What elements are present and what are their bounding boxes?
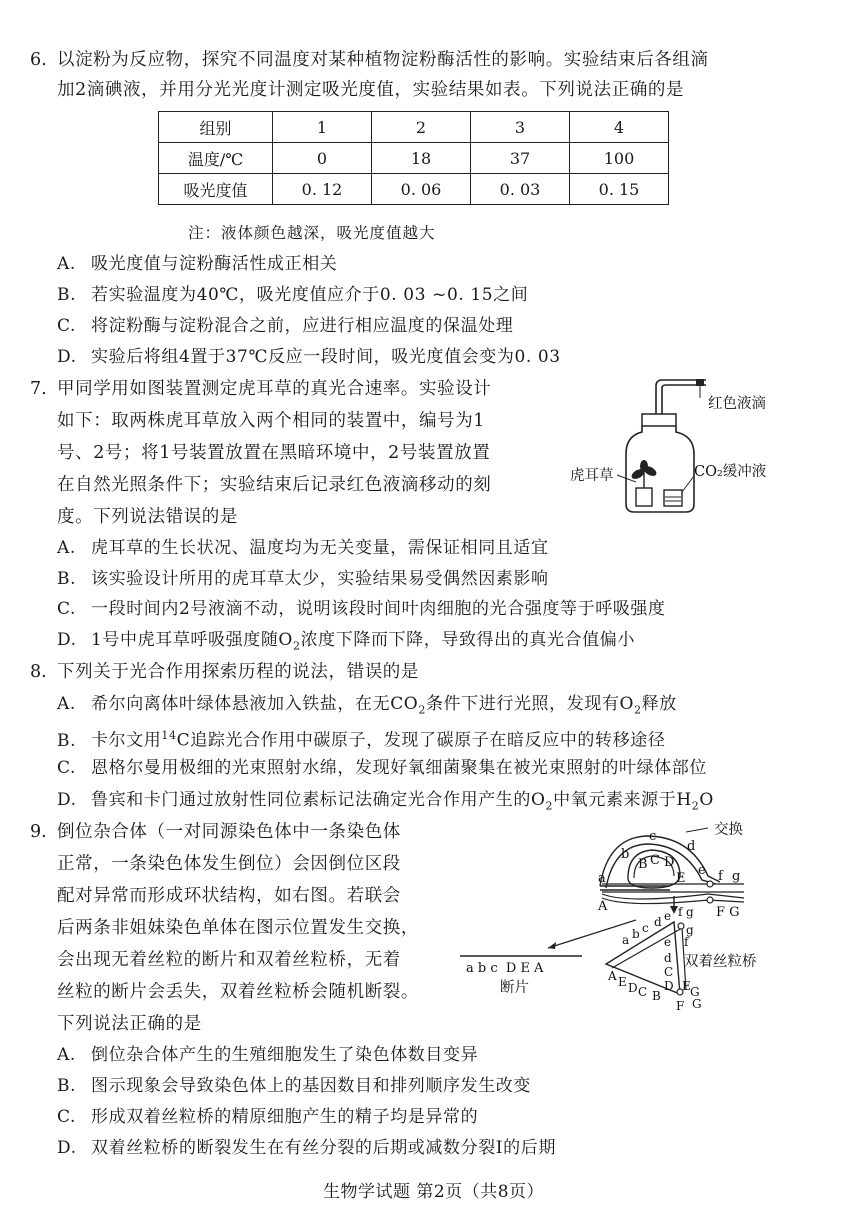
q6-option-b[interactable]: B. 若实验温度为40℃，吸光度值应介于0. 03 ~0. 15之间 <box>57 285 529 305</box>
svg-text:F G: F G <box>716 905 740 920</box>
svg-text:E: E <box>676 871 686 886</box>
q7-stem-line3: 号、2号；将1号装置放置在黑暗环境中，2号装置放置 <box>57 443 491 463</box>
q7-stem-line4: 在自然光照条件下；实验结束后记录红色液滴移动的刻 <box>57 475 492 495</box>
q9-stem-line1: 倒位杂合体（一对同源染色体中一条染色体 <box>57 822 401 842</box>
svg-text:e: e <box>664 935 672 949</box>
table-cell: 0 <box>273 143 372 174</box>
svg-text:g: g <box>732 869 741 884</box>
q7-option-d[interactable]: D. 1号中虎耳草呼吸强度随$O_2$浓度下降而下降，导致得出的真光合值偏小 <box>57 630 635 653</box>
q6-option-d[interactable]: D. 实验后将组4置于37℃反应一段时间，吸光度值会变为0. 03 <box>57 347 561 367</box>
stopper <box>642 414 676 426</box>
q8-option-a[interactable]: A. 希尔向离体叶绿体悬液加入铁盐，在无$CO_2$条件下进行光照，发现有$O_2$释放 <box>57 694 677 717</box>
svg-text:C: C <box>664 965 674 979</box>
table-cell: 37 <box>471 143 570 174</box>
table-cell: 3 <box>471 112 570 143</box>
q9-stem-line6: 丝粒的断片会丢失，双着丝粒桥会随机断裂。 <box>57 982 419 1002</box>
q9-inversion-figure <box>458 818 788 1018</box>
q8-option-b[interactable]: B. 卡尔文用$^{14}$C追踪光合作用中碳原子，发现了碳原子在暗反应中的转移途径 <box>57 729 666 751</box>
table-cell: 0. 12 <box>273 174 372 205</box>
svg-text:c: c <box>649 829 657 844</box>
q6-data-table <box>158 111 669 205</box>
q9-option-b[interactable]: B. 图示现象会导致染色体上的基因数目和排列顺序发生改变 <box>57 1076 531 1096</box>
svg-text:E: E <box>618 975 627 989</box>
table-cell: 温度/℃ <box>159 143 273 174</box>
plant-label: 虎耳草 <box>570 468 614 484</box>
plant-pot <box>636 488 652 506</box>
svg-text:D: D <box>664 855 675 870</box>
bridge-label: 双着丝粒桥 <box>684 954 757 970</box>
q9-option-a[interactable]: A. 倒位杂合体产生的生殖细胞发生了染色体数目变异 <box>57 1045 479 1065</box>
q7-option-a[interactable]: A. 虎耳草的生长状况、温度均为无关变量，需保证相同且适宜 <box>57 538 549 558</box>
svg-text:f: f <box>678 905 683 919</box>
beaker <box>664 490 682 506</box>
page-footer: 生物学试题 第2页（共8页） <box>322 1182 545 1202</box>
red-drop-label: 红色液滴 <box>708 396 766 412</box>
q7-option-b[interactable]: B. 该实验设计所用的虎耳草太少，实验结果易受偶然因素影响 <box>57 569 549 589</box>
q9-stem-line5: 会出现无着丝粒的断片和双着丝粒桥，无着 <box>57 950 401 970</box>
q6-stem-line2: 加2滴碘液，并用分光光度计测定吸光度值，实验结果如表。下列说法正确的是 <box>57 80 685 100</box>
glass-tube-inner <box>662 385 706 418</box>
q7-stem-line1: 甲同学用如图装置测定虎耳草的真光合速率。实验设计 <box>57 379 492 399</box>
svg-text:b: b <box>632 927 640 941</box>
q8-stem: 下列关于光合作用探索历程的说法，错误的是 <box>57 662 419 682</box>
buffer-label: CO₂缓冲液 <box>694 464 767 480</box>
q7-option-c[interactable]: C. 一段时间内2号液滴不动，说明该段时间叶肉细胞的光合强度等于呼吸强度 <box>57 599 666 619</box>
q9-stem-line2: 正常，一条染色体发生倒位）会因倒位区段 <box>57 854 401 874</box>
svg-text:f: f <box>684 935 689 949</box>
table-cell: 1 <box>273 112 372 143</box>
table-cell: 组别 <box>159 112 273 143</box>
svg-text:F: F <box>676 999 685 1013</box>
svg-text:g: g <box>686 905 694 919</box>
table-row <box>159 143 669 174</box>
table-row <box>159 174 669 205</box>
q9-option-c[interactable]: C. 形成双着丝粒桥的精原细胞产生的精子均是异常的 <box>57 1107 479 1127</box>
q7-number: 7. <box>30 379 47 399</box>
svg-text:D: D <box>628 981 638 995</box>
table-cell: 4 <box>570 112 669 143</box>
svg-text:E: E <box>682 979 691 993</box>
svg-text:f: f <box>718 869 723 884</box>
table-cell: 0. 03 <box>471 174 570 205</box>
table-cell: 0. 15 <box>570 174 669 205</box>
table-row <box>159 112 669 143</box>
fragment-genes: a b c D E A <box>466 961 544 976</box>
leaf <box>640 460 648 472</box>
q6-number: 6. <box>30 50 47 70</box>
svg-text:C: C <box>650 853 660 868</box>
svg-text:g: g <box>686 923 694 937</box>
q8-option-c[interactable]: C. 恩格尔曼用极细的光束照射水绵，发现好氧细菌聚集在被光束照射的叶绿体部位 <box>57 758 707 778</box>
table-cell: 0. 06 <box>372 174 471 205</box>
exchange-label: 交换 <box>714 822 743 838</box>
q9-number: 9. <box>30 822 47 842</box>
svg-text:b: b <box>621 847 630 862</box>
red-drop <box>696 379 704 386</box>
q9-stem-line7: 下列说法正确的是 <box>57 1014 202 1034</box>
svg-text:a: a <box>598 871 606 886</box>
svg-text:B: B <box>638 857 648 872</box>
svg-text:d: d <box>654 915 662 929</box>
q7-stem-line5: 度。下列说法错误的是 <box>57 507 238 527</box>
svg-text:e: e <box>698 863 706 878</box>
svg-text:D: D <box>664 979 674 993</box>
fragment-label: 断片 <box>500 980 529 996</box>
svg-text:A: A <box>598 899 608 914</box>
svg-text:d: d <box>687 839 696 854</box>
svg-text:B: B <box>652 989 661 1003</box>
q6-stem-line1: 以淀粉为反应物，探究不同温度对某种植物淀粉酶活性的影响。实验结束后各组滴 <box>57 50 709 70</box>
q6-table-note: 注：液体颜色越深，吸光度值越大 <box>188 224 436 242</box>
q8-option-d[interactable]: D. 鲁宾和卡门通过放射性同位素标记法确定光合作用产生的$O_2$中氧元素来源于$H_2O$ <box>57 790 714 813</box>
q9-stem-line3: 配对异常而形成环状结构，如右图。若联会 <box>57 886 401 906</box>
q8-number: 8. <box>30 662 47 682</box>
svg-text:G: G <box>690 985 700 999</box>
q9-option-d[interactable]: D. 双着丝粒桥的断裂发生在有丝分裂的后期或减数分裂Ⅰ的后期 <box>57 1138 556 1158</box>
svg-text:d: d <box>664 951 672 965</box>
q9-stem-line4: 后两条非姐妹染色单体在图示位置发生交换， <box>57 918 419 938</box>
q6-option-c[interactable]: C. 将淀粉酶与淀粉混合之前，应进行相应温度的保温处理 <box>57 316 514 336</box>
q6-option-a[interactable]: A. 吸光度值与淀粉酶活性成正相关 <box>57 254 338 274</box>
table-cell: 2 <box>372 112 471 143</box>
table-cell: 吸光度值 <box>159 174 273 205</box>
svg-text:G: G <box>692 997 702 1011</box>
svg-text:e: e <box>664 909 672 923</box>
table-cell: 18 <box>372 143 471 174</box>
svg-text:c: c <box>642 921 649 935</box>
svg-text:C: C <box>638 985 648 999</box>
svg-text:A: A <box>608 969 617 983</box>
svg-text:a: a <box>622 933 630 947</box>
q7-apparatus-figure <box>560 376 790 518</box>
q7-stem-line2: 如下：取两株虎耳草放入两个相同的装置中，编号为1 <box>57 411 486 431</box>
buffer-leader <box>682 476 694 492</box>
table-cell: 100 <box>570 143 669 174</box>
